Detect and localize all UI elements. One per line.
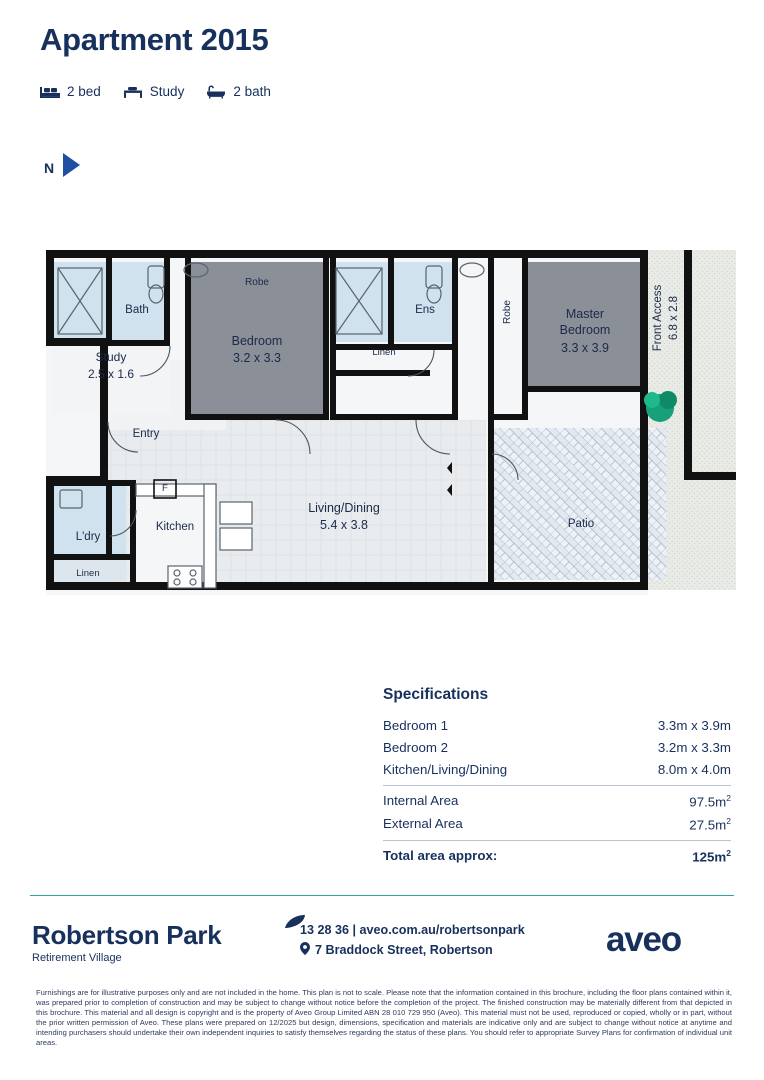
room-label-robe: Robe bbox=[245, 277, 269, 288]
specifications-panel bbox=[383, 686, 731, 868]
feature-bed-label: 2 bed bbox=[67, 84, 101, 99]
compass-north-label: N bbox=[44, 159, 55, 176]
fridge-label: F bbox=[162, 483, 168, 494]
brand-name: Robertson Park bbox=[32, 920, 222, 950]
spec-row bbox=[383, 736, 731, 758]
spec-row-total-area bbox=[383, 840, 731, 868]
room-label-ens: Ens bbox=[415, 304, 435, 316]
contact-address: 7 Braddock Street, Robertson bbox=[315, 943, 493, 957]
feature-bath-label: 2 bath bbox=[233, 84, 271, 99]
room-dims-front-access: 6.8 x 2.8 bbox=[668, 295, 680, 341]
room-dims-master: 3.3 x 3.9 bbox=[561, 341, 609, 355]
feature-bath bbox=[206, 84, 271, 99]
feature-bed bbox=[40, 84, 101, 99]
room-label-study: Study bbox=[95, 350, 127, 364]
contact-address-line bbox=[300, 942, 525, 958]
spec-label: Kitchen/Living/Dining bbox=[383, 761, 508, 777]
spec-row-external-area bbox=[383, 813, 731, 836]
spec-value: $125m^2$ bbox=[692, 847, 731, 865]
room-label-bath: Bath bbox=[125, 304, 149, 316]
brand-subtitle: Retirement Village bbox=[32, 952, 122, 964]
footer-divider bbox=[30, 895, 734, 896]
spec-label: Internal Area bbox=[383, 793, 459, 808]
brand-block bbox=[32, 920, 221, 964]
contact-block bbox=[300, 923, 525, 958]
room-label-linen: Linen bbox=[372, 347, 396, 358]
bed-icon bbox=[40, 85, 60, 99]
room-label-kitchen: Kitchen bbox=[155, 521, 195, 533]
room-label-living: Living/Dining bbox=[308, 501, 380, 515]
spec-label: External Area bbox=[383, 815, 463, 831]
location-pin-icon bbox=[300, 942, 310, 958]
spec-row bbox=[383, 714, 731, 736]
spec-row bbox=[383, 758, 731, 780]
spec-value: 3.2m x 3.3m bbox=[657, 739, 731, 755]
room-label-entry: Entry bbox=[132, 428, 160, 440]
room-label-bedroom2: Bedroom bbox=[231, 334, 283, 348]
aveo-logo: aveo bbox=[606, 920, 681, 959]
room-label-front-access: Front Access bbox=[652, 284, 664, 352]
room-label-master-1: Master bbox=[565, 307, 605, 321]
north-arrow-icon bbox=[60, 152, 82, 183]
feature-summary bbox=[40, 84, 271, 99]
room-label-linen2: Linen bbox=[76, 568, 100, 579]
feature-study-label: Study bbox=[149, 84, 185, 99]
room-label-patio: Patio bbox=[567, 518, 595, 530]
desk-icon bbox=[123, 85, 143, 99]
contact-phone-web[interactable]: 13 28 36 | aveo.com.au/robertsonpark bbox=[300, 923, 525, 937]
spec-value: $97.5m^2$ bbox=[689, 793, 731, 810]
spec-value: 8.0m x 4.0m bbox=[657, 761, 731, 777]
spec-value: $27.5m^2$ bbox=[689, 815, 731, 833]
spec-label: Bedroom 2 bbox=[383, 739, 449, 755]
spec-row-internal-area bbox=[383, 785, 731, 813]
spec-label: Total area approx: bbox=[383, 847, 498, 863]
page-title: Apartment 2015 bbox=[40, 22, 269, 57]
compass bbox=[44, 152, 82, 183]
disclaimer-text: Furnishings are for illustrative purposes only and are not included in the home. This plan is not to scale. Please note that the information contained in this brochure, including the floor plans contained within it, was prepared prior to completion of construction and may be subject to change without notice before the completion of the project. The finished construction may be materially different from that depicted in this brochure. This material and all design is copyright and is the property of Aveo Group Limited ABN 28 010 729 950 (Aveo). This material must not be used, reproduced or copied, wholly or in part, without the prior written permission of Aveo. These plans were prepared on 12/2025 but design, dimensions, specification and materials are indicative only and are subject to change without notice at anytime and intending purchasers should undertake their own independent inquiries to satisfy themselves regarding the status of these plans. You should refer to appropriate Survey Plans for confirmation of individual unit areas. bbox=[36, 988, 732, 1048]
room-dims-living: 5.4 x 3.8 bbox=[320, 518, 368, 532]
room-dims-study: 2.5 x 1.6 bbox=[87, 367, 135, 381]
room-dims-bedroom2: 3.2 x 3.3 bbox=[233, 351, 281, 365]
specifications-heading: Specifications bbox=[383, 686, 489, 703]
bath-icon bbox=[206, 85, 226, 99]
floor-plan bbox=[36, 240, 736, 615]
room-label-robe2: Robe bbox=[502, 300, 513, 324]
feature-study bbox=[123, 84, 185, 99]
spec-value: 3.3m x 3.9m bbox=[657, 717, 731, 733]
room-label-master-2: Bedroom bbox=[559, 323, 611, 337]
room-label-laundry: L'dry bbox=[75, 531, 101, 543]
spec-label: Bedroom 1 bbox=[383, 717, 449, 733]
